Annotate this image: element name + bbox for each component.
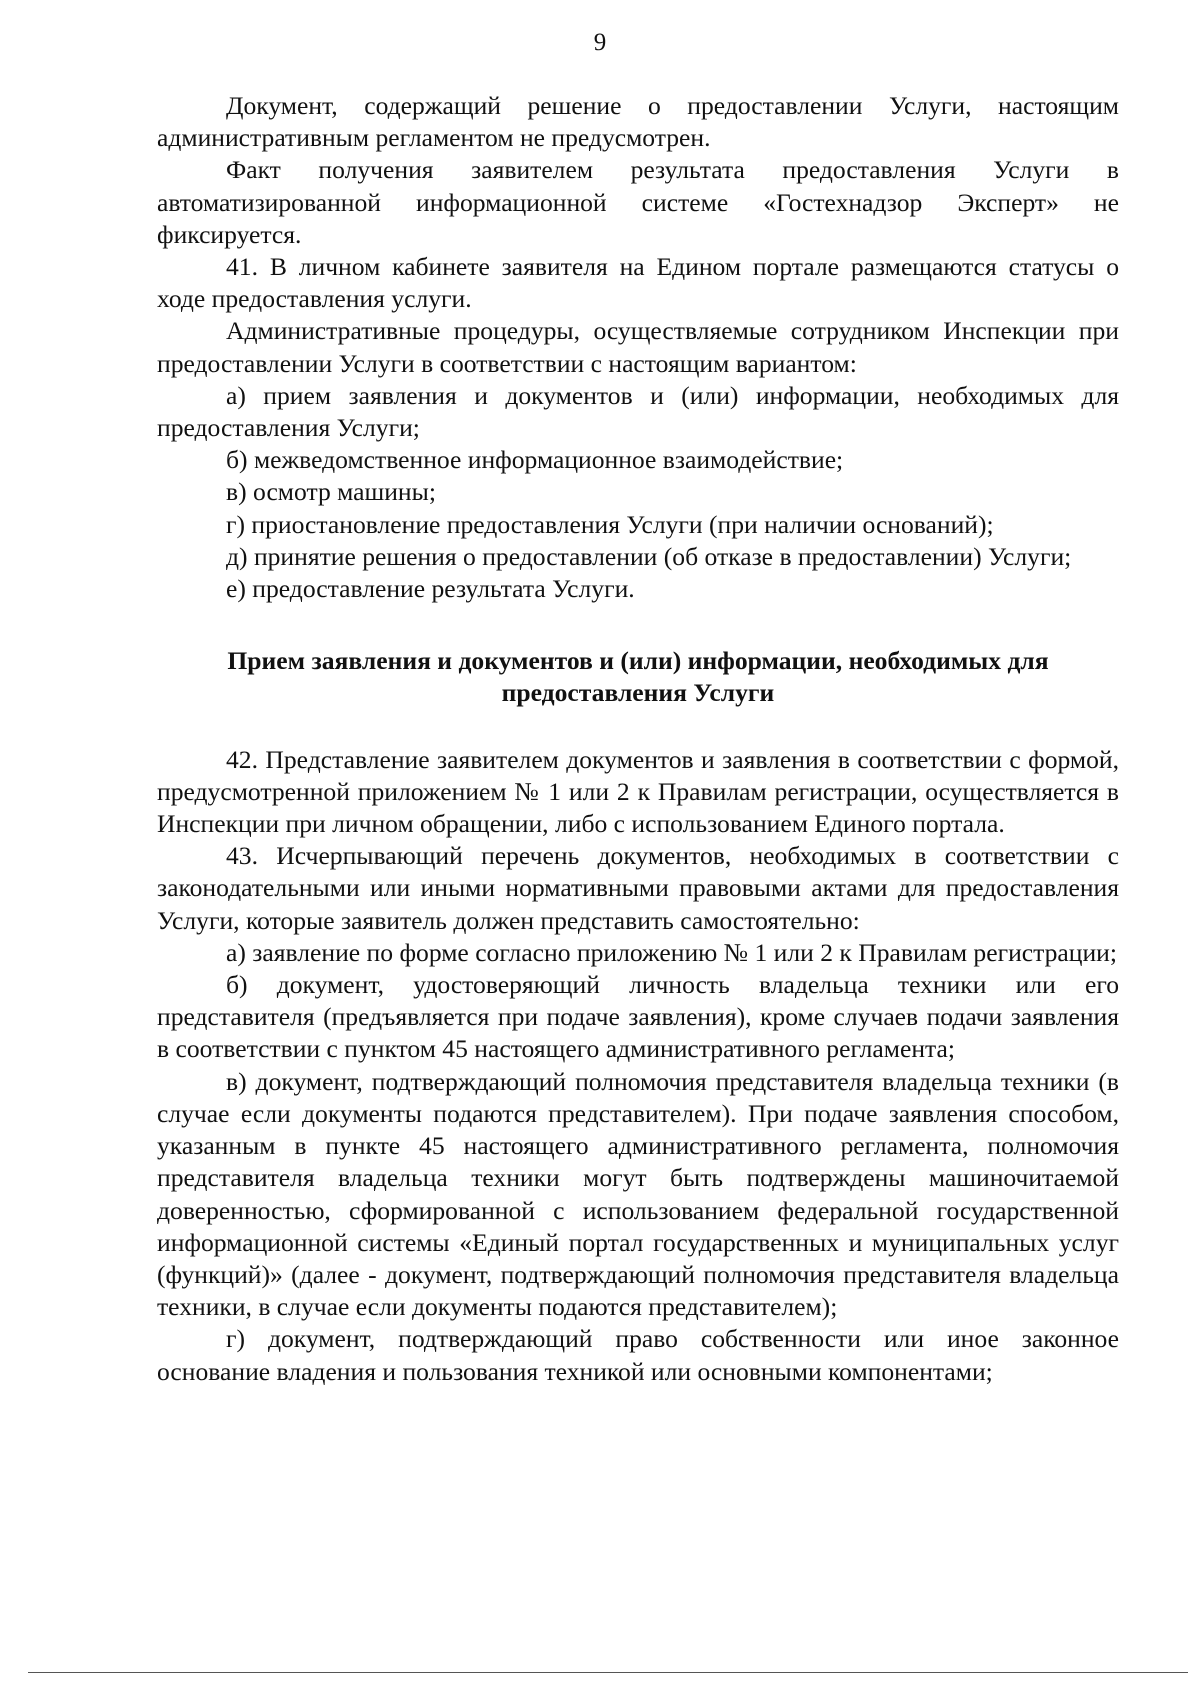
list-item-v: в) документ, подтверждающий полномочия представителя владельца техники (в случае если документы подаются представителем). При подаче заявления способом, указанным в пункте 45 настоящего административного регламента, полномочия представителя владельца техники могут быть подтверждены машиночитаемой доверенностью, сформированной с использованием федеральной государственной информационной системы «Единый портал государственных и муниципальных услуг (функций)» (далее - документ, подтверждающий полномочия представителя владельца техники, в случае если документы подаются представителем);: [157, 1066, 1119, 1322]
list-item-v: в) осмотр машины;: [226, 477, 436, 507]
paragraph-42: 42. Представление заявителем документов и заявления в соответствии с формой, предусмотренной приложением № 1 или 2 к Правилам регистрации, осуществляется в Инспекции при личном обращении, либо с использованием Единого портала.: [157, 744, 1119, 839]
list-item-a: а) заявление по форме согласно приложению № 1 или 2 к Правилам регистрации;: [226, 937, 1117, 967]
list-item-d: д) принятие решения о предоставлении (об отказе в предоставлении) Услуги;: [226, 541, 1072, 571]
list-item-b: б) документ, удостоверяющий личность владельца техники или его представителя (предъявляется при подаче заявления), кроме случаев подачи заявления в соответствии с пунктом 45 настоящего административного регламента;: [157, 970, 1119, 1064]
section-heading: Прием заявления и документов и (или) информации, необходимых для предоставления Услуги: [227, 646, 1049, 708]
paragraph: Документ, содержащий решение о предоставлении Услуги, настоящим административным регламентом не предусмотрен.: [157, 91, 1119, 153]
list-item-e: е) предоставление результата Услуги.: [226, 574, 635, 604]
paragraph: Факт получения заявителем результата предоставления Услуги в автоматизированной информационной системе «Гостехнадзор Эксперт» не фиксируется.: [157, 155, 1119, 249]
list-item-b: б) межведомственное информационное взаимодействие;: [226, 445, 844, 475]
paragraph: Административные процедуры, осуществляемые сотрудником Инспекции при предоставлении Услуги в соответствии с настоящим вариантом:: [157, 316, 1119, 378]
document-body: [157, 90, 1119, 1388]
page-number: 9: [593, 29, 607, 56]
list-item-a: а) прием заявления и документов и (или) информации, необходимых для предоставления Услуги;: [157, 380, 1119, 443]
list-item-g: г) документ, подтверждающий право собственности или иное законное основание владения и пользования техникой или основными компонентами;: [157, 1324, 1119, 1386]
paragraph-41: 41. В личном кабинете заявителя на Едином портале размещаются статусы о ходе предоставления услуги.: [157, 252, 1119, 314]
footer-divider: [28, 1672, 1188, 1673]
paragraph-43: 43. Исчерпывающий перечень документов, необходимых в соответствии с законодательными или иными нормативными правовыми актами для предоставления Услуги, которые заявитель должен представить самостоятельно:: [157, 841, 1119, 935]
list-item-g: г) приостановление предоставления Услуги (при наличии оснований);: [226, 509, 994, 539]
